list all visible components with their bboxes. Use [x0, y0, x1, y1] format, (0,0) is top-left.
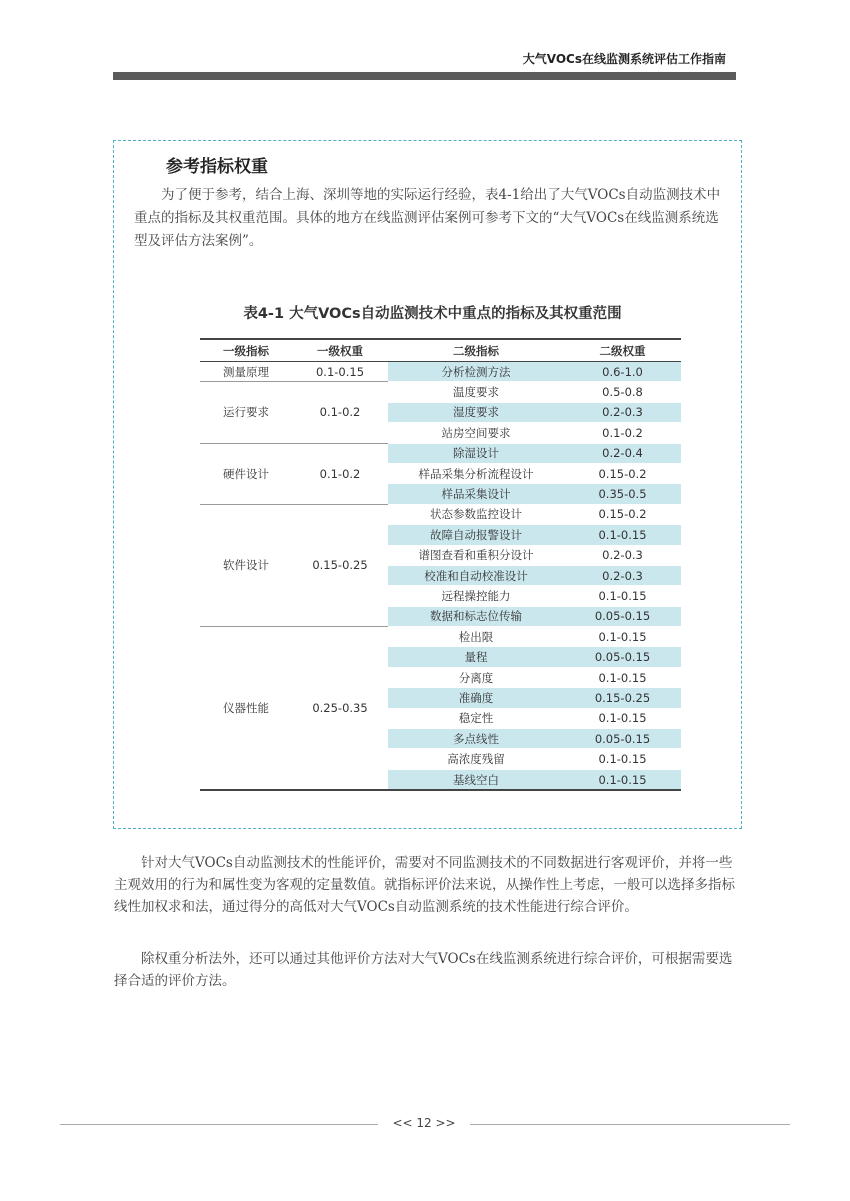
level2-weight-cell: 0.2-0.3	[564, 545, 681, 565]
level2-weight-cell: 0.2-0.4	[564, 443, 681, 463]
level2-weight-cell: 0.2-0.3	[564, 402, 681, 422]
level1-indicator-cell: 软件设计	[200, 504, 292, 626]
level2-weight-cell: 0.1-0.15	[564, 708, 681, 728]
level1-weight-cell: 0.25-0.35	[292, 627, 388, 791]
header-bar	[113, 72, 736, 80]
level2-indicator-cell: 站房空间要求	[388, 423, 564, 443]
level2-weight-cell: 0.1-0.2	[564, 423, 681, 443]
level2-indicator-cell: 故障自动报警设计	[388, 525, 564, 545]
table-header-row	[200, 339, 681, 362]
level2-weight-cell: 0.6-1.0	[564, 362, 681, 382]
level2-indicator-cell: 稳定性	[388, 708, 564, 728]
level2-weight-cell: 0.05-0.15	[564, 729, 681, 749]
level2-weight-cell: 0.1-0.15	[564, 586, 681, 606]
header-level2-indicator: 二级指标	[388, 339, 564, 362]
level2-indicator-cell: 谱图查看和重积分设计	[388, 545, 564, 565]
level2-indicator-cell: 样品采集设计	[388, 484, 564, 504]
level2-indicator-cell: 状态参数监控设计	[388, 504, 564, 524]
level2-indicator-cell: 检出限	[388, 627, 564, 647]
level1-weight-cell: 0.1-0.2	[292, 382, 388, 443]
level2-indicator-cell: 数据和标志位传输	[388, 606, 564, 626]
level1-weight-cell: 0.1-0.15	[315, 364, 365, 379]
level2-indicator-cell: 分析检测方法	[388, 362, 564, 382]
level1-weight-cell: 0.15-0.25	[292, 504, 388, 626]
level1-indicator-cell: 仪器性能	[200, 627, 292, 791]
header-level1-indicator: 一级指标	[200, 339, 292, 362]
table-row	[200, 362, 681, 382]
table-row	[200, 627, 681, 647]
level2-weight-cell: 0.1-0.15	[564, 667, 681, 687]
level2-indicator-cell: 准确度	[388, 688, 564, 708]
body-paragraph-2: 除权重分析法外，还可以通过其他评价方法对大气VOCs在线监测系统进行综合评价，可根据需要选择合适的评价方法。	[114, 951, 733, 989]
table-body	[200, 362, 681, 791]
table-row	[200, 382, 681, 402]
level2-weight-cell: 0.1-0.15	[564, 627, 681, 647]
level2-indicator-cell: 高浓度残留	[388, 749, 564, 769]
running-header-title: 大气VOCs在线监测系统评估工作指南	[522, 52, 726, 66]
table-caption: 表4-1 大气VOCs自动监测技术中重点的指标及其权重范围	[243, 306, 622, 322]
page-number: << 12 >>	[392, 1116, 456, 1130]
level2-weight-cell: 0.1-0.15	[564, 525, 681, 545]
level2-indicator-cell: 校准和自动校准设计	[388, 565, 564, 585]
level2-weight-cell: 0.1-0.15	[564, 769, 681, 790]
level2-indicator-cell: 除湿设计	[388, 443, 564, 463]
level2-weight-cell: 0.2-0.3	[564, 565, 681, 585]
level1-indicator-cell: 运行要求	[200, 382, 292, 443]
header-level2-weight: 二级权重	[564, 339, 681, 362]
level2-weight-cell: 0.5-0.8	[564, 382, 681, 402]
footer-rule-left	[60, 1124, 378, 1125]
level2-weight-cell: 0.15-0.2	[564, 504, 681, 524]
table-row	[200, 504, 681, 524]
weights-table	[200, 338, 681, 791]
box-paragraph: 为了便于参考，结合上海、深圳等地的实际运行经验，表4-1给出了大气VOCs自动监测技术中重点的指标及其权重范围。具体的地方在线监测评估案例可参考下文的“大气VOCs在线监测系统选型及评估方法案例”。	[134, 187, 721, 249]
level1-weight-cell: 0.1-0.2	[292, 443, 388, 504]
level2-indicator-cell: 基线空白	[388, 769, 564, 790]
level2-indicator-cell: 温度要求	[388, 382, 564, 402]
level2-indicator-cell: 量程	[388, 647, 564, 667]
body-paragraph-1: 针对大气VOCs自动监测技术的性能评价，需要对不同监测技术的不同数据进行客观评价，并将一些主观效用的行为和属性变为客观的定量数值。就指标评价法来说，从操作性上考虑，一般可以选择多指标线性加权求和法，通过得分的高低对大气VOCs自动监测系统的技术性能进行综合评价。	[114, 855, 735, 915]
level2-weight-cell: 0.05-0.15	[564, 606, 681, 626]
level2-indicator-cell: 分离度	[388, 667, 564, 687]
level1-indicator-cell: 硬件设计	[200, 443, 292, 504]
level2-indicator-cell: 远程操控能力	[388, 586, 564, 606]
table-row	[200, 443, 681, 463]
level2-indicator-cell: 湿度要求	[388, 402, 564, 422]
level2-weight-cell: 0.1-0.15	[564, 749, 681, 769]
level2-indicator-cell: 多点线性	[388, 729, 564, 749]
level1-indicator-cell: 测量原理	[223, 364, 269, 379]
level2-weight-cell: 0.35-0.5	[564, 484, 681, 504]
box-title: 参考指标权重	[166, 157, 268, 177]
footer-rule-right	[470, 1124, 790, 1125]
level2-weight-cell: 0.15-0.25	[564, 688, 681, 708]
level2-weight-cell: 0.05-0.15	[564, 647, 681, 667]
level2-weight-cell: 0.15-0.2	[564, 463, 681, 483]
level2-indicator-cell: 样品采集分析流程设计	[388, 463, 564, 483]
header-level1-weight: 一级权重	[292, 339, 388, 362]
